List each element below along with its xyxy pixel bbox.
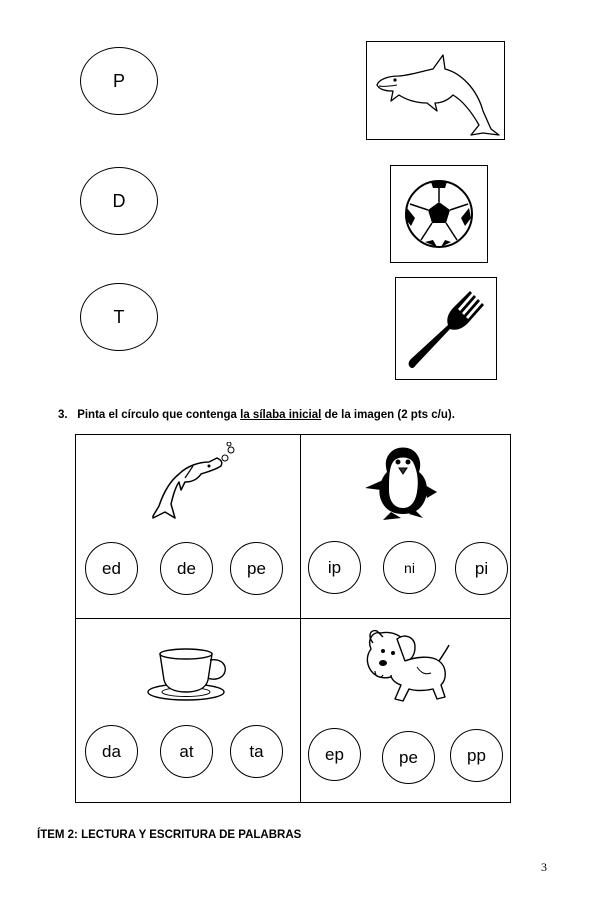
question-text-before: Pinta el círculo que contenga <box>77 409 241 421</box>
option-label: ta <box>249 741 264 761</box>
letter-p: P <box>112 70 125 91</box>
picture-box-fork <box>395 277 497 380</box>
option-pe-2[interactable] <box>382 731 435 784</box>
picture-box-dolphin <box>366 41 505 140</box>
option-label: de <box>177 558 196 578</box>
fork-icon <box>402 285 490 373</box>
option-at[interactable] <box>160 725 213 778</box>
option-label: da <box>102 741 121 761</box>
question-number: 3. <box>58 409 68 421</box>
option-label: ip <box>327 557 342 577</box>
option-label: pp <box>467 745 486 765</box>
letter-circle-p[interactable] <box>80 47 158 115</box>
penguin-icon <box>363 444 447 522</box>
letter-circle-d[interactable] <box>80 167 158 235</box>
option-pi[interactable] <box>455 542 508 595</box>
option-ni[interactable] <box>383 541 436 594</box>
option-de[interactable] <box>160 542 213 595</box>
option-pe[interactable] <box>230 542 283 595</box>
option-label: pe <box>247 558 266 578</box>
dolphin-icon <box>371 45 501 137</box>
option-ep[interactable] <box>308 728 361 781</box>
grid-horizontal-divider <box>75 618 511 619</box>
option-pp[interactable] <box>450 729 503 782</box>
dolphin-icon <box>145 442 237 522</box>
option-label: pe <box>399 747 418 767</box>
soccer-ball-icon <box>403 178 475 250</box>
picture-box-ball <box>390 165 488 263</box>
page-number: 3 <box>541 860 547 874</box>
option-label: ni <box>404 559 415 576</box>
question-text-underlined: la sílaba inicial <box>240 409 322 421</box>
section-title: ÍTEM 2: LECTURA Y ESCRITURA DE PALABRAS <box>37 829 302 841</box>
option-label: ep <box>325 744 344 764</box>
option-da[interactable] <box>85 725 138 778</box>
option-label: pi <box>474 558 489 578</box>
option-label: at <box>179 741 194 761</box>
letter-d: D <box>112 190 126 211</box>
option-ed[interactable] <box>85 542 138 595</box>
question-3-instruction <box>58 409 455 421</box>
option-ta[interactable] <box>230 725 283 778</box>
letter-t: T <box>113 306 125 327</box>
option-ip[interactable] <box>308 541 361 594</box>
teacup-icon <box>146 646 230 704</box>
puppy-icon <box>361 627 451 715</box>
question-text-after: de la imagen (2 pts c/u). <box>321 409 455 421</box>
option-label: ed <box>102 558 121 578</box>
letter-circle-t[interactable] <box>80 283 158 351</box>
